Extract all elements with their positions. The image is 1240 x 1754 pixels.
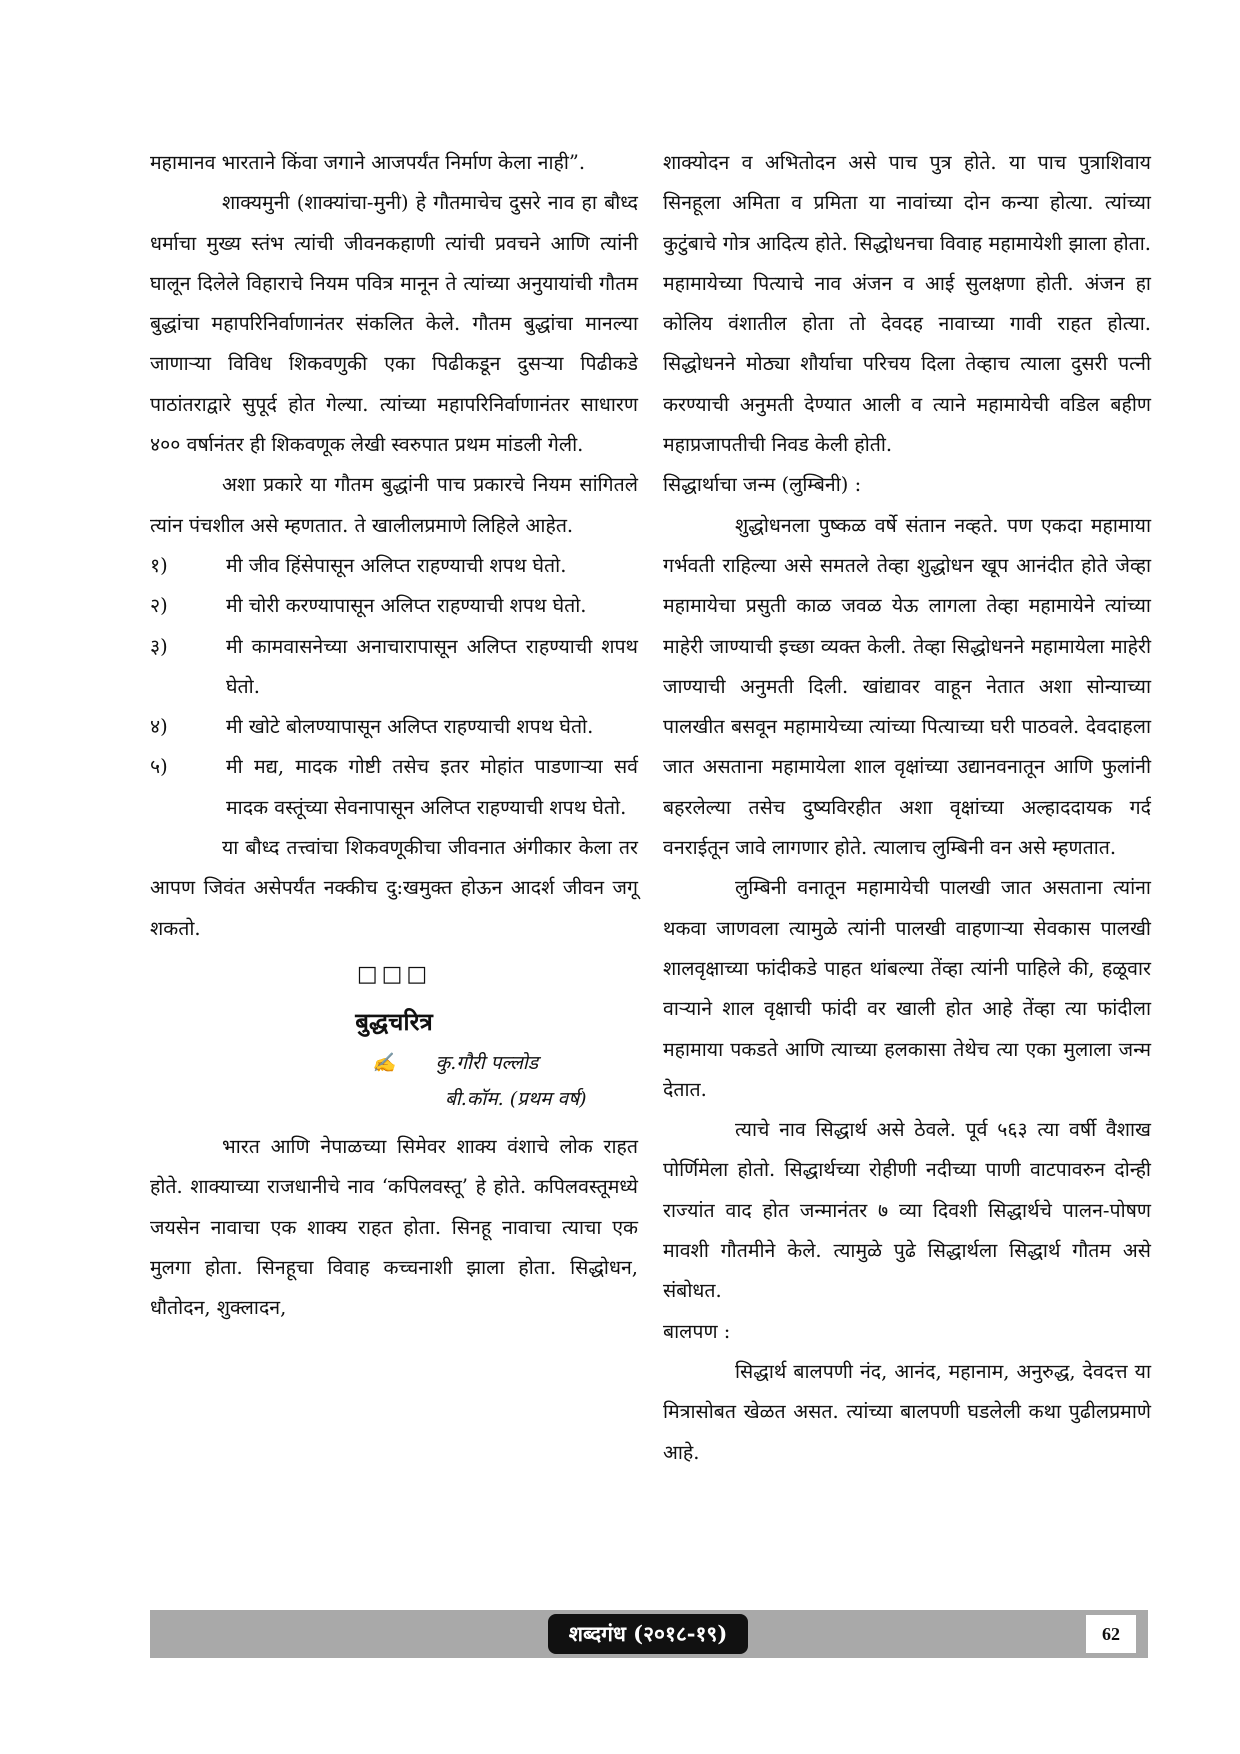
page-number: 62: [1086, 1615, 1136, 1653]
paragraph: त्याचे नाव सिद्धार्थ असे ठेवले. पूर्व ५६३ त्या वर्षी वैशाख पोर्णिमेला होतो. सिद्धार्थच्या रोहीणी नदीच्या पाणी वाटपावरुन दोन्ही राज्यांत वाद होत जन्मानंतर ७ व्या दिवशी सिद्धार्थचे पालन-पोषण मावशी गौतमीने केले. त्यामुळे पुढे सिद्धार्थला सिद्धार्थ गौतम असे संबोधत.: [663, 1118, 1151, 1303]
section-separator: □□□: [356, 961, 432, 987]
list-number: १): [150, 553, 168, 577]
list-item: [150, 546, 638, 586]
section-heading: सिद्धार्थाचा जन्म (लुम्बिनी) :: [663, 473, 862, 497]
list-text: मी खोटे बोलण्यापासून अलिप्त राहण्याची शपथ घेतो.: [226, 715, 594, 739]
list-number: ४): [150, 715, 168, 739]
list-item: [150, 627, 638, 708]
paragraph: भारत आणि नेपाळच्या सिमेवर शाक्य वंशाचे लोक राहत होते. शाक्याच्या राजधानीचे नाव ‘कपिलवस्तू’ हे होते. कपिलवस्तूमध्ये जयसेन नावाचा एक शाक्य राहत होता. सिनहू नावाचा त्याचा एक मुलगा होता. सिनहूचा विवाह कच्चनाशी झाला होता. सिद्धोधन, धौतोदन, शुक्लादन,: [150, 1134, 638, 1320]
article-title: बुद्धचरित्र: [355, 1006, 433, 1036]
list-text: मी मद्य, मादक गोष्टी तसेच इतर मोहांत पाडणाऱ्या सर्व मादक वस्तूंच्या सेवनापासून अलिप्त राहण्याची शपथ घेतो.: [226, 755, 638, 819]
right-column: [663, 143, 1151, 1473]
paragraph: या बौध्द तत्त्वांचा शिकवणूकीचा जीवनात अंगीकार केला तर आपण जिवंत असेपर्यंत नक्कीच दु:खमुक्त होऊन आदर्श जीवन जगू शकतो.: [150, 836, 638, 940]
list-number: २): [150, 594, 168, 618]
paragraph: महामानव भारताने किंवा जगाने आजपर्यंत निर्माण केला नाही”.: [150, 151, 586, 174]
paragraph: शुद्धोधनला पुष्कळ वर्षे संतान नव्हते. पण एकदा महामाया गर्भवती राहिल्या असे समतले तेव्हा शुद्धोधन खूप आनंदीत होते जेव्हा महामायेचा प्रसुती काळ जवळ येऊ लागला तेव्हा महामायेने त्यांच्या माहेरी जाण्याची इच्छा व्यक्त केली. तेव्हा सिद्धोधनने महामायेला माहेरी जाण्याची अनुमती दिली. खांद्यावर वाहून नेतात अशा सोन्याच्या पालखीत बसवून महामायेच्या त्यांच्या पित्याच्या घरी पाठवले. देवदाहला जात असताना महामायेला शाल वृक्षांच्या उद्यानवनातून आणि फुलांनी बहरलेल्या तसेच दुष्यविरहीत अशा वृक्षांच्या अल्हाददायक गर्द वनराईतून जावे लागणार होते. त्यालाच लुम्बिनी वन असे म्हणतात.: [663, 513, 1151, 860]
paragraph: शाक्यमुनी (शाक्यांचा-मुनी) हे गौतमाचेच दुसरे नाव हा बौध्द धर्माचा मुख्य स्तंभ त्यांची जीवनकहाणी त्यांची प्रवचने आणि त्यांनी घालून दिलेले विहाराचे नियम पवित्र मानून ते त्यांच्या अनुयायांची गौतम बुद्धांचा महापरिनिर्वाणानंतर संकलित केले. गौतम बुद्धांचा मानल्या जाणाऱ्या विविध शिकवणुकी एका पिढीकडून दुसऱ्या पिढीकडे पाठांतराद्वारे सुपूर्द होत गेल्या. त्यांच्या महापरिनिर्वाणानंतर साधारण ४०० वर्षानंतर ही शिकवणूक लेखी स्वरुपात प्रथम मांडली गेली.: [150, 191, 638, 457]
list-number: ५): [150, 755, 168, 779]
list-item: [150, 586, 638, 626]
left-column: [150, 143, 638, 1328]
list-item: [150, 747, 638, 828]
author-class: बी.कॉम. (प्रथम वर्ष): [445, 1087, 587, 1110]
section-heading: बालपण :: [663, 1319, 731, 1343]
list-text: मी चोरी करण्यापासून अलिप्त राहण्याची शपथ घेतो.: [226, 594, 587, 618]
list-text: मी जीव हिंसेपासून अलिप्त राहण्याची शपथ घेतो.: [226, 553, 567, 577]
paragraph: लुम्बिनी वनातून महामायेची पालखी जात असताना त्यांना थकवा जाणवला त्यामुळे त्यांनी पालखी वाहणाऱ्या सेवकास पालखी शालवृक्षाच्या फांदीकडे पाहत थांबल्या तेंव्हा त्यांनी पाहिले की, हळूवार वाऱ्याने शाल वृक्षाची फांदी वर खाली होत आहे तेंव्हा त्या फांदीला महामाया पकडते आणि त्याच्या हलकासा तेथेच त्या एका मुलाला जन्म देतात.: [663, 876, 1151, 1101]
author-name: कु.गौरी पल्लोड: [435, 1051, 538, 1074]
byline-author: [150, 1045, 638, 1081]
paragraph: शाक्योदन व अभितोदन असे पाच पुत्र होते. या पाच पुत्राशिवाय सिनहूला अमिता व प्रमिता या नावांच्या दोन कन्या होत्या. त्यांच्या कुटुंबाचे गोत्र आदित्य होते. सिद्धोधनचा विवाह महामायेशी झाला होता. महामायेच्या पित्याचे नाव अंजन व आई सुलक्षणा होती. अंजन हा कोलिय वंशातील होता तो देवदह नावाच्या गावी राहत होत्या. सिद्धोधनने मोठ्या शौर्याचा परिचय दिला तेव्हाच त्याला दुसरी पत्नी करण्याची अनुमती देण्यात आली व त्याने महामायेची वडिल बहीण महाप्रजापतीची निवड केली होती.: [663, 151, 1151, 457]
list-number: ३): [150, 634, 168, 658]
list-text: मी कामवासनेच्या अनाचारापासून अलिप्त राहण्याची शपथ घेतो.: [226, 634, 638, 698]
paragraph: अशा प्रकारे या गौतम बुद्धांनी पाच प्रकारचे नियम सांगितले त्यांन पंचशील असे म्हणतात. ते खालीलप्रमाणे लिहिले आहेत.: [150, 473, 638, 537]
footer-bar: [150, 1610, 1148, 1658]
list-item: [150, 707, 638, 747]
pen-icon: ✍: [372, 1051, 396, 1074]
paragraph: सिद्धार्थ बालपणी नंद, आनंद, महानाम, अनुरुद्ध, देवदत्त या मित्रासोबत खेळत असत. त्यांच्या बालपणी घडलेली कथा पुढीलप्रमाणे आहे.: [663, 1359, 1151, 1464]
magazine-title: शब्दगंध (२०१८-१९): [548, 1614, 748, 1654]
